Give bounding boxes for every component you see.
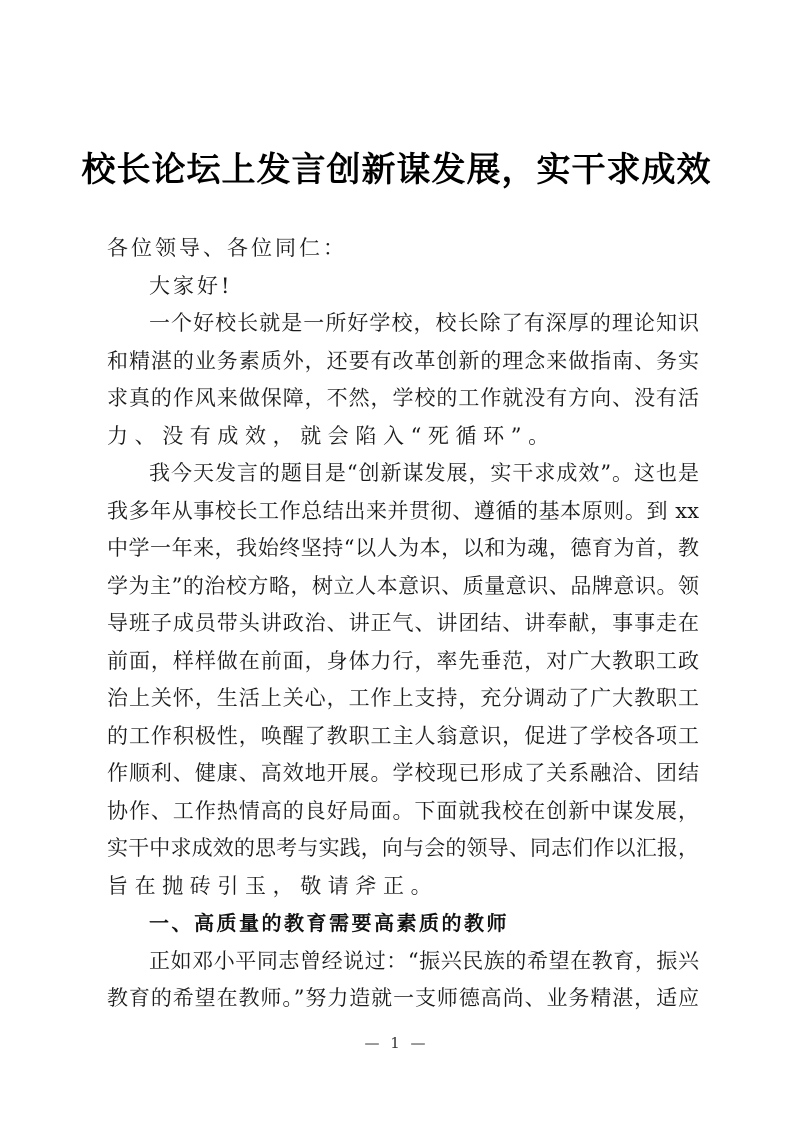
paragraph-line: 正如邓小平同志曾经说过：“振兴民族的希望在教育，振兴	[149, 948, 699, 973]
paragraph-line: 教育的希望在教师。”努力造就一支师德高尚、业务精湛，适应	[107, 986, 699, 1010]
paragraph-1	[107, 305, 699, 455]
paragraph-line: 旨在抛砖引玉，敬请斧正。	[107, 873, 439, 898]
paragraph-line: 导班子成员带头讲政治、讲正气、讲团结、讲奉献，事事走在	[107, 611, 699, 635]
paragraph-line: 的工作积极性，唤醒了教职工主人翁意识，促进了学校各项工	[107, 723, 699, 748]
paragraph-line: 实干中求成效的思考与实践，向与会的领导、同志们作以汇报，	[107, 836, 699, 860]
document-title: 校长论坛上发言创新谋发展，实干求成效	[81, 150, 712, 190]
paragraph-line: 中学一年来，我始终坚持“以人为本，以和为魂，德育为首，教	[107, 536, 699, 560]
paragraph-line: 和精湛的业务素质外，还要有改革创新的理念来做指南、务实	[107, 348, 699, 373]
section-1-paragraph	[107, 943, 699, 1018]
paragraph-line: 我今天发言的题目是“创新谋发展，实干求成效”。这也是	[149, 461, 699, 485]
paragraph-line: 一个好校长就是一所好学校，校长除了有深厚的理论知识	[149, 311, 699, 335]
paragraph-line: 学为主”的治校方略，树立人本意识、质量意识、品牌意识。领	[107, 573, 699, 598]
page-number: — 1 —	[364, 1034, 429, 1052]
document-body	[107, 230, 699, 1018]
paragraph-line: 协作、工作热情高的良好局面。下面就我校在创新中谋发展，	[107, 798, 699, 823]
paragraph-line: 前面，样样做在前面，身体力行，率先垂范，对广大教职工政	[107, 648, 699, 673]
section-heading: 一、高质量的教育需要高素质的教师	[149, 911, 509, 935]
paragraph-line: 力、没有成效，就会陷入“死循环”。	[107, 423, 556, 448]
paragraph-2	[107, 455, 699, 905]
paragraph-line: 我多年从事校长工作总结出来并贯彻、遵循的基本原则。到 xx	[107, 498, 699, 523]
greeting: 大家好!	[149, 273, 233, 298]
salutation: 各位领导、各位同仁：	[107, 236, 347, 260]
paragraph-line: 作顺利、健康、高效地开展。学校现已形成了关系融洽、团结	[107, 761, 699, 785]
paragraph-line: 求真的作风来做保障，不然，学校的工作就没有方向、没有活	[107, 386, 699, 410]
paragraph-line: 治上关怀，生活上关心，工作上支持，充分调动了广大教职工	[107, 686, 699, 710]
